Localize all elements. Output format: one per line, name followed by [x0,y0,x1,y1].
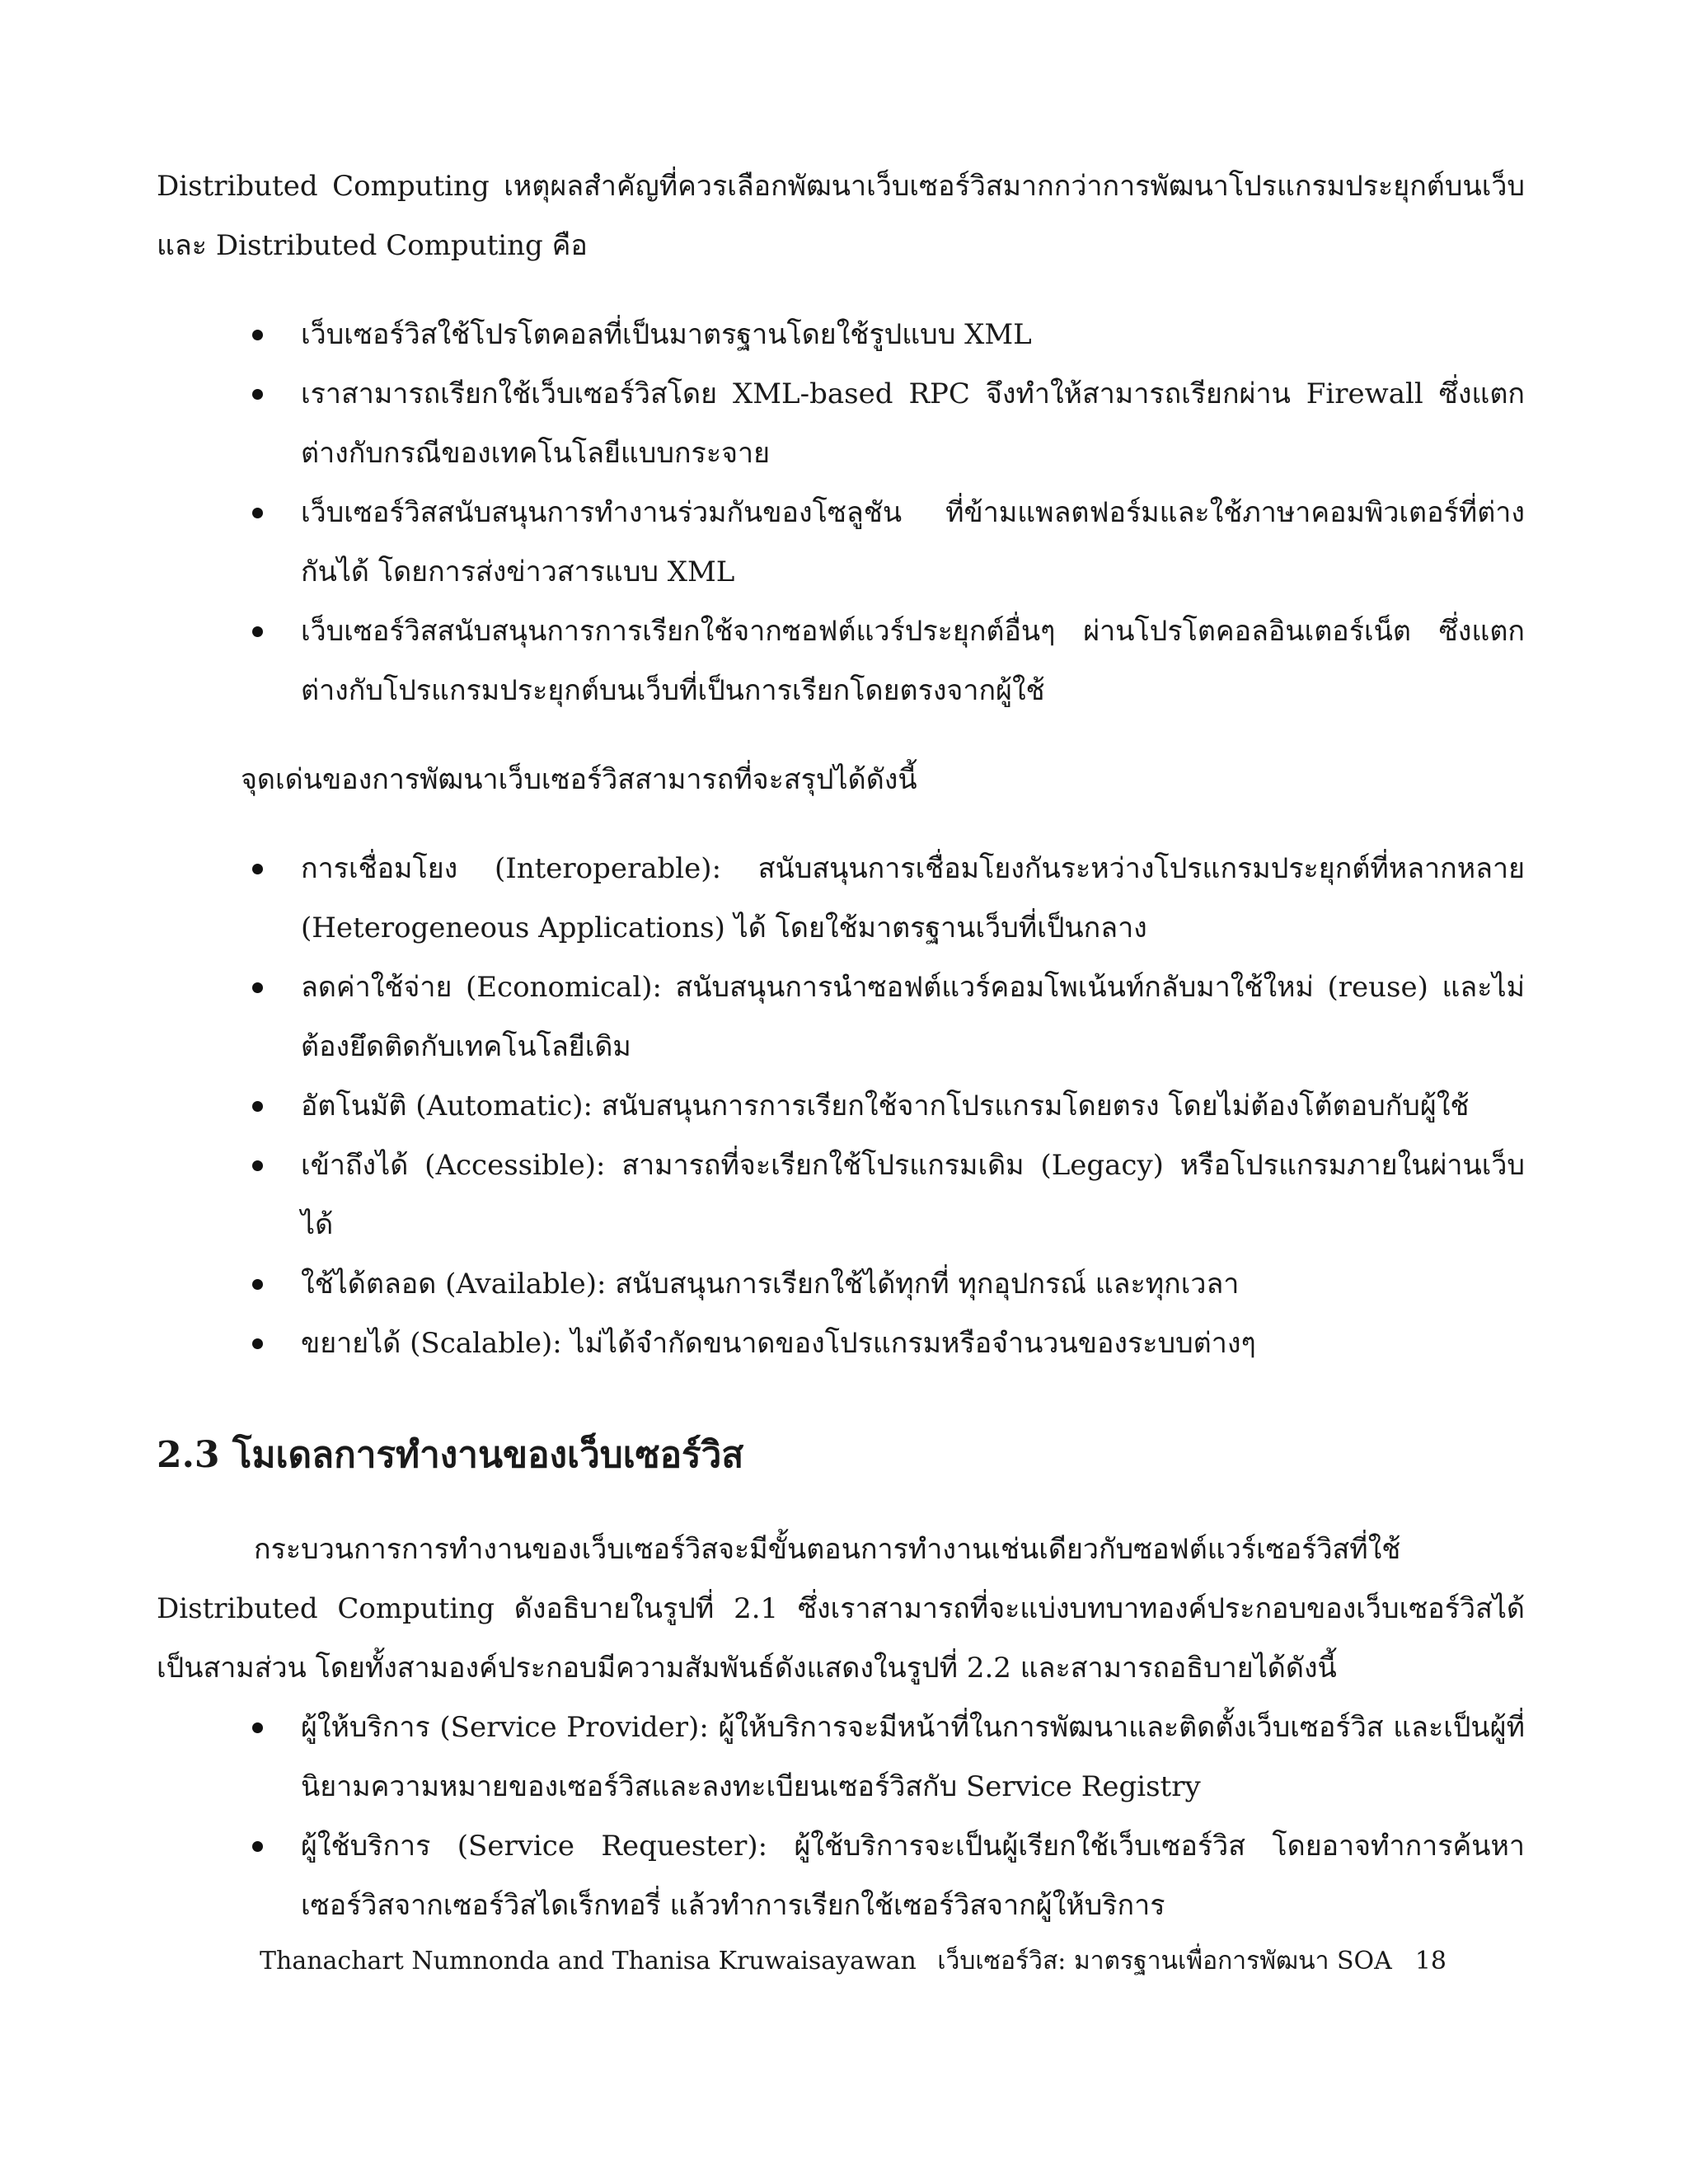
list-item [157,958,1525,1076]
list-item [157,305,1525,364]
spacer [157,1373,1525,1431]
list-item [157,1698,1525,1816]
list-item-text: การเชื่อมโยง (Interoperable): สนับสนุนการเชื่อมโยงกันระหว่างโปรแกรมประยุกต์ที่หลากหลาย (Heterogeneous Applications) ได้ โดยใช้มาตรฐานเว็บที่เป็นกลาง [301,852,1525,944]
list-item-text: ลดค่าใช้จ่าย (Economical): สนับสนุนการนำซอฟต์แวร์คอมโพเน้นท์กลับมาใช้ใหม่ (reuse) และไม่ต้องยึดติดกับเทคโนโลยีเดิม [301,971,1525,1063]
list-item [157,1076,1525,1136]
list-item [157,1136,1525,1254]
bullet-icon [252,626,263,637]
footer-authors: Thanachart Numnonda and Thanisa Kruwaisayawan [260,1947,917,1975]
footer-title-block [937,1945,1447,1978]
list-item [157,1254,1525,1314]
bullet-icon [252,508,263,518]
reasons-list [157,305,1525,720]
bullet-icon [252,864,263,874]
bullet-icon [252,1160,263,1171]
bullet-icon [252,1722,263,1733]
highlights-intro: จุดเด่นของการพัฒนาเว็บเซอร์วิสสามารถที่จะสรุปได้ดังนี้ [241,763,917,796]
list-item-text: เราสามารถเรียกใช้เว็บเซอร์วิสโดย XML-based RPC จึงทำให้สามารถเรียกผ่าน Firewall ซึ่งแตกต่างกับกรณีของเทคโนโลยีแบบกระจาย [301,377,1525,470]
bullet-icon [252,330,263,340]
intro-paragraph: Distributed Computing เหตุผลสำคัญที่ควรเลือกพัฒนาเว็บเซอร์วิสมากกว่าการพัฒนาโปรแกรมประยุกต์บนเว็บและ Distributed Computing คือ [157,170,1525,262]
spacer [157,720,1525,750]
list-item [157,602,1525,720]
document-page [157,157,1525,1935]
list-item [157,483,1525,602]
bullet-icon [252,982,263,993]
list-item [157,839,1525,958]
list-item-text: อัตโนมัติ (Automatic): สนับสนุนการการเรียกใช้จากโปรแกรมโดยตรง โดยไม่ต้องโต้ตอบกับผู้ใช้ [301,1090,1470,1122]
bullet-icon [252,389,263,400]
list-item-text: ผู้ให้บริการ (Service Provider): ผู้ให้บริการจะมีหน้าที่ในการพัฒนาและติดตั้งเว็บเซอร์วิส และเป็นผู้ที่นิยามความหมายของเซอร์วิสและลงทะเบียนเซอร์วิสกับ Service Registry [301,1711,1525,1803]
spacer [157,1480,1525,1520]
bullet-icon [252,1279,263,1290]
section-heading: 2.3 โมเดลการทำงานของเว็บเซอร์วิส [157,1434,744,1476]
highlights-list [157,839,1525,1373]
spacer [157,275,1525,305]
roles-list [157,1698,1525,1935]
list-item-text: เข้าถึงได้ (Accessible): สามารถที่จะเรียกใช้โปรแกรมเดิม (Legacy) หรือโปรแกรมภายในผ่านเว็บได้ [301,1149,1525,1241]
list-item [157,364,1525,483]
section-paragraph: กระบวนการการทำงานของเว็บเซอร์วิสจะมีขั้นตอนการทำงานเช่นเดียวกับซอฟต์แวร์เซอร์วิสที่ใช้ Distributed Computing ดังอธิบายในรูปที่ 2.1 ซึ่งเราสามารถที่จะแบ่งบทบาทองค์ประกอบของเว็บเซอร์วิสได้เป็นสามส่วน โดยทั้งสามองค์ประกอบมีความสัมพันธ์ดังแสดงในรูปที่ 2.2 และสามารถอธิบายได้ดังนี้ [157,1533,1525,1685]
list-item-text: ผู้ใช้บริการ (Service Requester): ผู้ใช้บริการจะเป็นผู้เรียกใช้เว็บเซอร์วิส โดยอาจทำการค้นหาเซอร์วิสจากเซอร์วิสไดเร็กทอรี่ แล้วทำการเรียกใช้เซอร์วิสจากผู้ให้บริการ [301,1830,1525,1922]
list-item [157,1314,1525,1373]
page-number: 18 [1414,1947,1447,1975]
list-item-text: ขยายได้ (Scalable): ไม่ได้จำกัดขนาดของโปรแกรมหรือจำนวนของระบบต่างๆ [301,1327,1256,1360]
footer-book-title: เว็บเซอร์วิส: มาตรฐานเพื่อการพัฒนา SOA [937,1947,1392,1975]
bullet-icon [252,1338,263,1349]
list-item-text: เว็บเซอร์วิสสนับสนุนการการเรียกใช้จากซอฟต์แวร์ประยุกต์อื่นๆ ผ่านโปรโตคอลอินเตอร์เน็ต ซึ่งแตกต่างกับโปรแกรมประยุกต์บนเว็บที่เป็นการเรียกโดยตรงจากผู้ใช้ [301,615,1525,707]
bullet-icon [252,1841,263,1852]
list-item-text: เว็บเซอร์วิสสนับสนุนการทำงานร่วมกันของโซลูชัน ที่ข้ามแพลตฟอร์มและใช้ภาษาคอมพิวเตอร์ที่ต่างกันได้ โดยการส่งข่าวสารแบบ XML [301,496,1525,588]
list-item-text: ใช้ได้ตลอด (Available): สนับสนุนการเรียกใช้ได้ทุกที่ ทุกอุปกรณ์ และทุกเวลา [301,1268,1240,1301]
list-item [157,1816,1525,1935]
spacer [157,809,1525,839]
list-item-text: เว็บเซอร์วิสใช้โปรโตคอลที่เป็นมาตรฐานโดยใช้รูปแบบ XML [301,318,1032,351]
bullet-icon [252,1101,263,1112]
